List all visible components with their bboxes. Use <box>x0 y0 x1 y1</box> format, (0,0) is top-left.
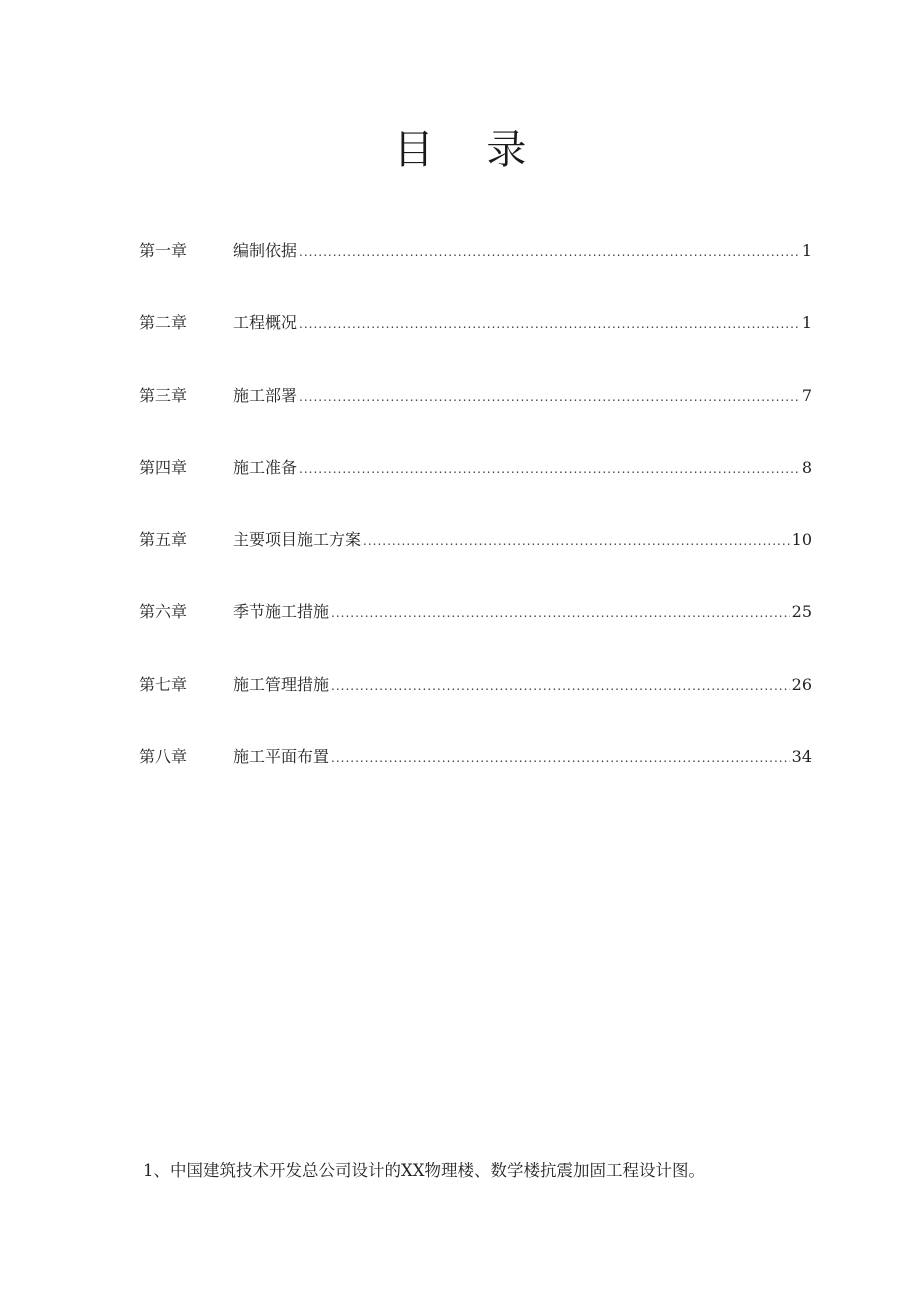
toc-page-number: 8 <box>801 457 812 477</box>
toc-chapter-title: 工程概况 <box>233 313 298 333</box>
toc-page-number: 1 <box>801 241 812 260</box>
toc-chapter-title: 施工准备 <box>233 457 298 477</box>
toc-dot-leader <box>299 380 800 414</box>
toc-dot-leader <box>299 307 800 341</box>
toc-page-number: 26 <box>791 674 812 694</box>
toc-entry-chapter-8[interactable] <box>139 740 812 812</box>
toc-chapter-label: 第一章 <box>139 241 188 260</box>
table-of-contents <box>139 234 812 812</box>
toc-chapter-label: 第七章 <box>139 674 188 694</box>
toc-page-number: 7 <box>801 385 812 405</box>
toc-chapter-label: 第六章 <box>139 602 188 622</box>
toc-page-number: 34 <box>791 747 812 767</box>
toc-entry-chapter-2[interactable] <box>139 306 812 378</box>
toc-page-number: 10 <box>791 530 812 550</box>
toc-chapter-label: 第二章 <box>139 313 188 333</box>
toc-chapter-label: 第三章 <box>139 385 188 405</box>
toc-chapter-label: 第五章 <box>139 530 188 550</box>
page-title: 目 录 <box>393 127 547 173</box>
toc-dot-leader <box>331 741 790 775</box>
toc-chapter-title: 季节施工措施 <box>233 602 330 622</box>
toc-entry-chapter-6[interactable] <box>139 595 812 667</box>
toc-dot-leader <box>299 235 800 269</box>
toc-chapter-title: 施工平面布置 <box>233 747 330 767</box>
toc-dot-leader <box>331 596 790 630</box>
toc-chapter-title: 施工部署 <box>233 385 298 405</box>
toc-entry-chapter-5[interactable] <box>139 523 812 595</box>
toc-entry-chapter-1[interactable] <box>139 234 812 306</box>
toc-entry-chapter-7[interactable] <box>139 668 812 740</box>
toc-entry-chapter-4[interactable] <box>139 451 812 523</box>
toc-entry-chapter-3[interactable] <box>139 379 812 451</box>
toc-chapter-title: 施工管理措施 <box>233 674 330 694</box>
toc-chapter-label: 第八章 <box>139 747 188 767</box>
toc-dot-leader <box>299 452 800 486</box>
toc-dot-leader <box>363 524 790 558</box>
toc-page-number: 1 <box>801 313 812 333</box>
toc-chapter-title: 编制依据 <box>233 241 298 260</box>
body-paragraph: 1、中国建筑技术开发总公司设计的XX物理楼、数学楼抗震加固工程设计图。 <box>143 1160 705 1180</box>
toc-page-number: 25 <box>791 602 812 622</box>
toc-chapter-title: 主要项目施工方案 <box>233 530 362 550</box>
toc-dot-leader <box>331 669 790 703</box>
toc-chapter-label: 第四章 <box>139 457 188 477</box>
